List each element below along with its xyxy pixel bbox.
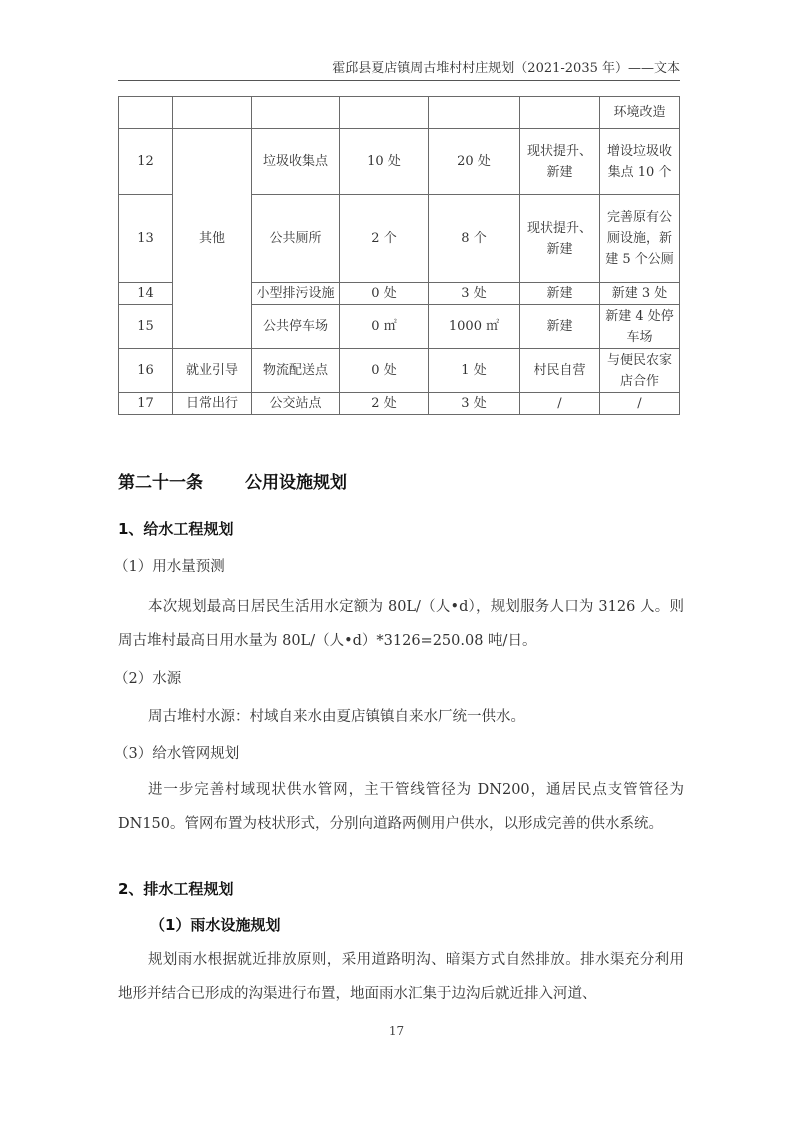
item-cell: 小型排污设施 bbox=[252, 283, 340, 305]
section-heading: 2、排水工程规划 bbox=[118, 880, 234, 898]
section-heading: 1、给水工程规划 bbox=[118, 520, 234, 538]
planned-cell: 3 处 bbox=[429, 393, 520, 415]
note-cell: 环境改造 bbox=[600, 97, 680, 129]
subsection-heading: （1）雨水设施规划 bbox=[150, 916, 281, 934]
header-rule bbox=[118, 80, 680, 81]
planned-cell: 20 处 bbox=[429, 129, 520, 195]
no-cell: 16 bbox=[119, 349, 173, 393]
table-row bbox=[119, 393, 680, 415]
subsection-heading: （1）用水量预测 bbox=[114, 559, 225, 575]
page-number: 17 bbox=[388, 1024, 405, 1038]
current-cell: 0 处 bbox=[340, 283, 429, 305]
current-cell: 0 处 bbox=[340, 349, 429, 393]
running-header: 霍邱县夏店镇周古堆村村庄规划（2021-2035 年）——文本 bbox=[332, 61, 680, 76]
category-cell: 其他 bbox=[173, 129, 252, 349]
category-cell: 就业引导 bbox=[173, 349, 252, 393]
mode-cell: 现状提升、新建 bbox=[520, 129, 600, 195]
mode-cell: 现状提升、新建 bbox=[520, 195, 600, 283]
no-cell: 14 bbox=[119, 283, 173, 305]
subsection-heading: （2）水源 bbox=[114, 671, 182, 687]
article-title: 公用设施规划 bbox=[245, 473, 347, 493]
item-cell: 公共停车场 bbox=[252, 305, 340, 349]
no-cell: 15 bbox=[119, 305, 173, 349]
paragraph: 规划雨水根据就近排放原则，采用道路明沟、暗渠方式自然排放。排水渠充分利用地形并结合已形成的沟渠进行布置，地面雨水汇集于边沟后就近排入河道、 bbox=[118, 952, 684, 1002]
no-cell: 13 bbox=[119, 195, 173, 283]
mode-cell: 新建 bbox=[520, 283, 600, 305]
mode-cell: 新建 bbox=[520, 305, 600, 349]
article-number: 第二十一条 bbox=[118, 473, 203, 493]
current-cell: 0 ㎡ bbox=[340, 305, 429, 349]
paragraph: 进一步完善村域现状供水管网，主干管线管径为 DN200，通居民点支管管径为 DN150。管网布置为枝状形式，分别向道路两侧用户供水，以形成完善的供水系统。 bbox=[118, 782, 684, 832]
planned-cell: 1 处 bbox=[429, 349, 520, 393]
article-heading bbox=[118, 468, 347, 493]
note-cell: 增设垃圾收集点 10 个 bbox=[600, 129, 680, 195]
no-cell: 17 bbox=[119, 393, 173, 415]
table-row bbox=[119, 349, 680, 393]
note-cell: 与便民农家店合作 bbox=[600, 349, 680, 393]
note-cell: 新建 3 处 bbox=[600, 283, 680, 305]
category-cell: 日常出行 bbox=[173, 393, 252, 415]
current-cell: 10 处 bbox=[340, 129, 429, 195]
note-cell: / bbox=[600, 393, 680, 415]
paragraph: 本次规划最高日居民生活用水定额为 80L/（人•d），规划服务人口为 3126 人。则周古堆村最高日用水量为 80L/（人•d）*3126=250.08 吨/日。 bbox=[118, 599, 684, 649]
table-row bbox=[119, 97, 680, 129]
planned-cell: 8 个 bbox=[429, 195, 520, 283]
note-cell: 新建 4 处停车场 bbox=[600, 305, 680, 349]
current-cell: 2 个 bbox=[340, 195, 429, 283]
mode-cell: / bbox=[520, 393, 600, 415]
table-row bbox=[119, 129, 680, 195]
no-cell: 12 bbox=[119, 129, 173, 195]
current-cell: 2 处 bbox=[340, 393, 429, 415]
item-cell: 公共厕所 bbox=[252, 195, 340, 283]
item-cell: 物流配送点 bbox=[252, 349, 340, 393]
planned-cell: 3 处 bbox=[429, 283, 520, 305]
subsection-heading: （3）给水管网规划 bbox=[114, 746, 240, 762]
item-cell: 公交站点 bbox=[252, 393, 340, 415]
mode-cell: 村民自营 bbox=[520, 349, 600, 393]
note-cell: 完善原有公厕设施，新建 5 个公厕 bbox=[600, 195, 680, 283]
planned-cell: 1000 ㎡ bbox=[429, 305, 520, 349]
paragraph: 周古堆村水源：村域自来水由夏店镇镇自来水厂统一供水。 bbox=[148, 709, 525, 725]
item-cell: 垃圾收集点 bbox=[252, 129, 340, 195]
facilities-table bbox=[118, 96, 680, 415]
